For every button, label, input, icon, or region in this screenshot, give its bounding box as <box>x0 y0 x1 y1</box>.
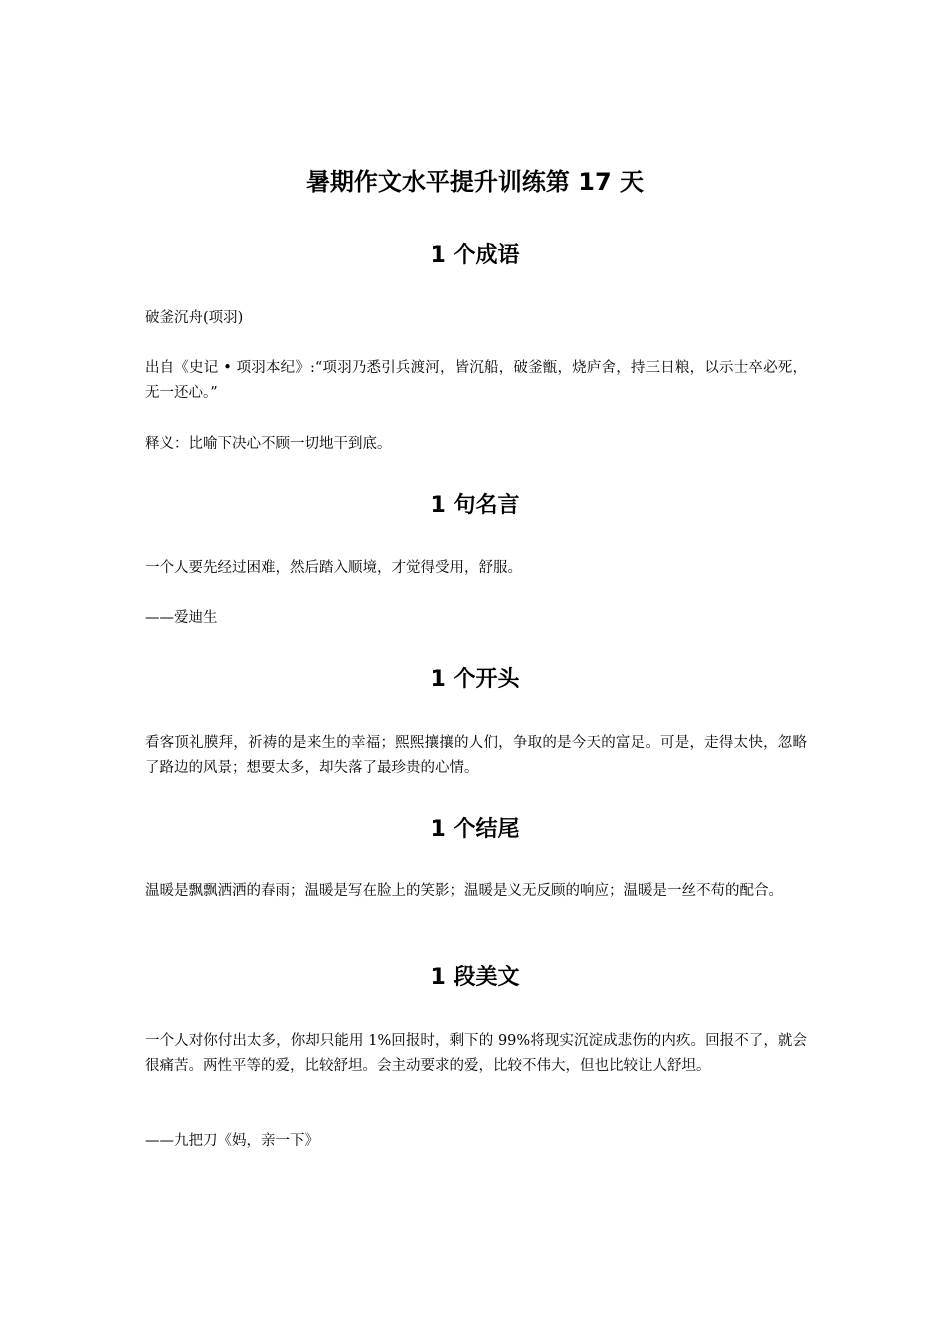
section-heading-idiom: 1 个成语 <box>430 243 520 268</box>
idiom-source: 出自《史记 • 项羽本纪》:“项羽乃悉引兵渡河，皆沉船，破釜甑，烧庐舍，持三日粮，以示士卒必死，无一还心。” <box>145 360 807 401</box>
section-heading-quote: 1 句名言 <box>430 493 520 518</box>
opening-text: 看客顶礼膜拜，祈祷的是来生的幸福；熙熙攘攘的人们，争取的是今天的富足。可是，走得太快，忽略了路边的风景；想要太多，却失落了最珍贵的心情。 <box>145 735 807 776</box>
idiom-meaning: 释义：比喻下决心不顾一切地干到底。 <box>145 436 392 452</box>
page-title: 暑期作文水平提升训练第 17 天 <box>305 168 645 196</box>
section-heading-ending: 1 个结尾 <box>430 817 520 842</box>
ending-text: 温暖是飘飘洒洒的春雨；温暖是写在脸上的笑影；温暖是义无反顾的响应；温暖是一丝不苟的配合。 <box>145 883 783 899</box>
quote-text: 一个人要先经过困难，然后踏入顺境，才觉得受用，舒服。 <box>145 560 522 576</box>
prose-author: ——九把刀《妈，亲一下》 <box>145 1133 319 1149</box>
prose-text: 一个人对你付出太多，你却只能用 1%回报时，剩下的 99%将现实沉淀成悲伤的内疚。回报不了，就会很痛苦。两性平等的爱，比较舒坦。会主动要求的爱，比较不伟大，但也比较让人舒坦。 <box>145 1033 807 1074</box>
section-heading-opening: 1 个开头 <box>430 667 520 692</box>
section-heading-prose: 1 段美文 <box>430 965 520 990</box>
idiom-text: 破釜沉舟(项羽) <box>145 310 244 326</box>
quote-author: ——爱迪生 <box>145 610 218 626</box>
